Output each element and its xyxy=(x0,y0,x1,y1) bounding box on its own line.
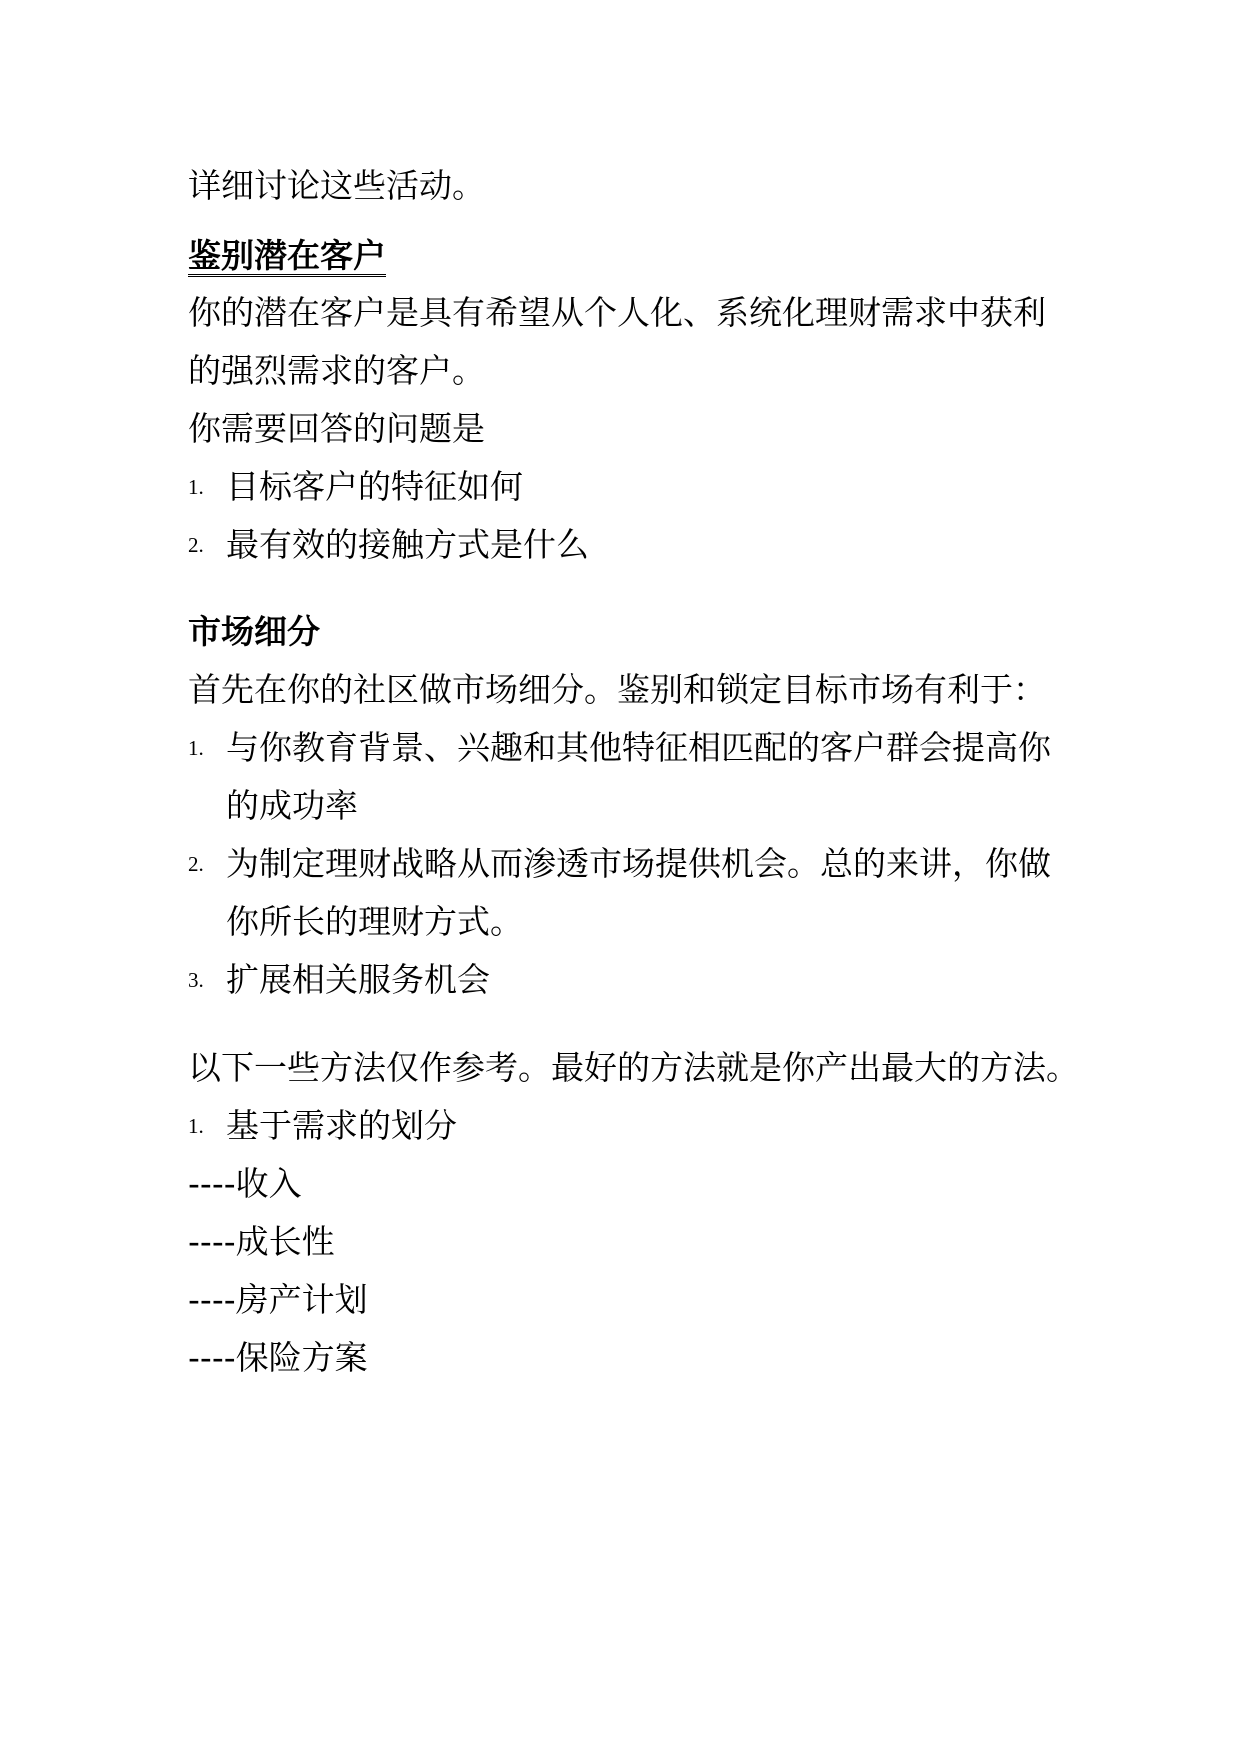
intro-text: 详细讨论这些活动。 xyxy=(188,166,485,205)
list-number: 1. xyxy=(188,475,204,499)
section-heading-identify-prospects: 鉴别潜在客户 xyxy=(188,236,386,275)
list-number: 2. xyxy=(188,852,204,876)
list-number: 1. xyxy=(188,736,204,760)
section-heading-market-segmentation: 市场细分 xyxy=(188,612,320,651)
list-number: 2. xyxy=(188,533,204,557)
list-item-text: 与你教育背景、兴趣和其他特征相匹配的客户群会提高你 xyxy=(226,728,1051,767)
list-number: 1. xyxy=(188,1114,204,1138)
section1-paragraph-line1: 你的潜在客户是具有希望从个人化、系统化理财需求中获利 xyxy=(188,293,1046,332)
list-item-text: 目标客户的特征如何 xyxy=(226,467,523,506)
sub-item-growth: ----成长性 xyxy=(188,1222,335,1261)
list-item-text: 最有效的接触方式是什么 xyxy=(226,525,589,564)
list-item-text: 为制定理财战略从而渗透市场提供机会。总的来讲，你做 xyxy=(226,844,1051,883)
section3-paragraph: 以下一些方法仅作参考。最好的方法就是你产出最大的方法。 xyxy=(188,1048,1079,1087)
question-intro: 你需要回答的问题是 xyxy=(188,409,485,448)
sub-item-income: ----收入 xyxy=(188,1164,302,1203)
list-item-text: 扩展相关服务机会 xyxy=(226,960,490,999)
section1-paragraph-line2: 的强烈需求的客户。 xyxy=(188,351,485,390)
document-page xyxy=(188,0,1079,1754)
list-item-text: 的成功率 xyxy=(226,786,358,825)
list-item-text: 你所长的理财方式。 xyxy=(226,902,523,941)
sub-item-insurance-plan: ----保险方案 xyxy=(188,1338,368,1377)
list-number: 3. xyxy=(188,968,204,992)
sub-item-estate-plan: ----房产计划 xyxy=(188,1280,368,1319)
list-item-text: 基于需求的划分 xyxy=(226,1106,457,1145)
section2-paragraph: 首先在你的社区做市场细分。鉴别和锁定目标市场有利于： xyxy=(188,670,1046,709)
